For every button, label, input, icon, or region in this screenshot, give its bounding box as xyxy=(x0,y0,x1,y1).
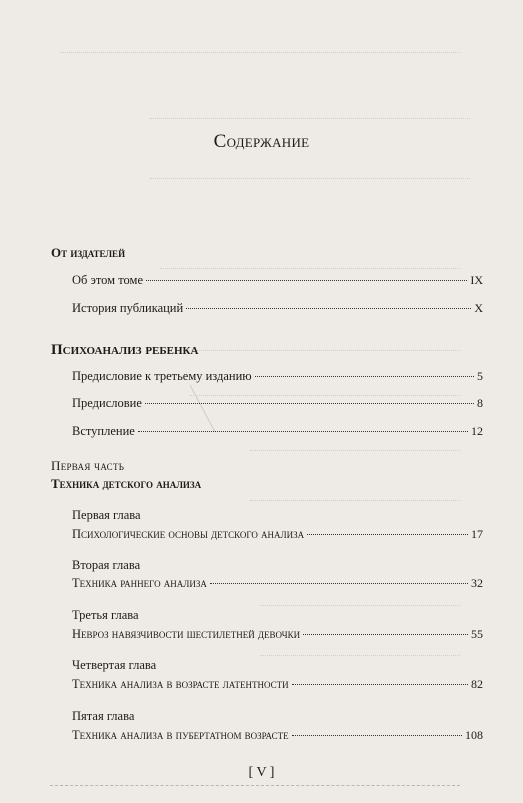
section-heading-publishers: От издателей xyxy=(51,245,126,260)
toc-entry-label: Предисловие xyxy=(72,396,142,410)
toc-entry-label: История публикаций xyxy=(72,301,184,315)
toc-entry[interactable] xyxy=(72,396,483,411)
toc-entry-label: Техника анализа в возрасте латентности xyxy=(72,677,289,691)
part-label: Первая часть xyxy=(51,458,125,473)
toc-entry-label: Техника анализа в пубертатном возрасте xyxy=(72,728,289,742)
toc-entry-page: IX xyxy=(470,273,483,287)
toc-entry[interactable] xyxy=(72,424,483,439)
toc-entry-page: 108 xyxy=(465,728,483,742)
page-title: Содержание xyxy=(213,131,310,152)
leader-dots xyxy=(186,308,471,309)
leader-dots xyxy=(307,534,468,535)
leader-dots xyxy=(145,403,474,404)
page-number: [ V ] xyxy=(248,765,275,780)
leader-dots xyxy=(146,280,467,281)
toc-entry[interactable] xyxy=(72,369,483,384)
bottom-rule xyxy=(50,785,460,786)
toc-entry-label: Предисловие к третьему изданию xyxy=(72,369,252,383)
toc-entry-page: 55 xyxy=(471,627,483,641)
toc-entry-page: 12 xyxy=(471,424,483,438)
toc-entry-label: Невроз навязчивости шестилетней девочки xyxy=(72,627,301,641)
chapter-label: Четвертая глава xyxy=(72,658,157,672)
toc-entry[interactable] xyxy=(72,677,483,692)
toc-entry-label: Об этом томе xyxy=(72,273,143,287)
leader-dots xyxy=(292,735,462,736)
leader-dots xyxy=(292,684,468,685)
leader-dots xyxy=(303,634,468,635)
toc-entry-page: 8 xyxy=(477,396,483,410)
toc-entry-page: 17 xyxy=(471,527,483,541)
chapter-label: Пятая глава xyxy=(72,709,135,723)
toc-entry-label: Техника раннего анализа xyxy=(72,576,207,590)
part-heading: Техника детского анализа xyxy=(51,476,202,491)
leader-dots xyxy=(138,431,468,432)
section-heading-book: Психоанализ ребенка xyxy=(51,342,199,358)
toc-entry[interactable] xyxy=(72,576,483,591)
toc-entry[interactable] xyxy=(72,627,483,642)
toc-entry-label: Психологические основы детского анализа xyxy=(72,527,305,541)
leader-dots xyxy=(255,376,474,377)
chapter-label: Первая глава xyxy=(72,508,141,522)
toc-entry-label: Вступление xyxy=(72,424,135,438)
toc-entry-page: 82 xyxy=(471,677,483,691)
toc-entry-page: X xyxy=(474,301,483,315)
toc-entry-page: 32 xyxy=(471,576,483,590)
toc-entry[interactable] xyxy=(72,273,483,288)
leader-dots xyxy=(210,583,468,584)
toc-entry[interactable] xyxy=(72,301,483,316)
chapter-label: Третья глава xyxy=(72,608,139,622)
toc-entry[interactable] xyxy=(72,728,483,743)
toc-entry-page: 5 xyxy=(477,369,483,383)
chapter-label: Вторая глава xyxy=(72,558,141,572)
toc-entry[interactable] xyxy=(72,527,483,542)
